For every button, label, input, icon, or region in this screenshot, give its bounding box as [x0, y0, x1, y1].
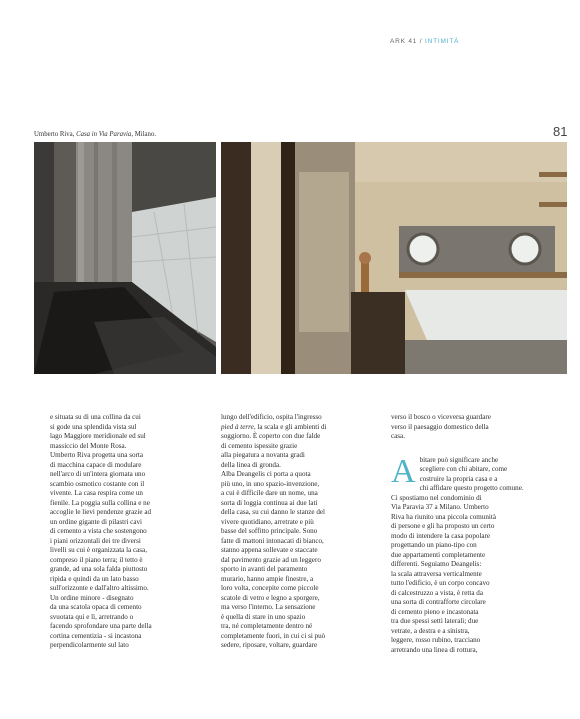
caption-work-title: Casa in Via Paravia: [76, 131, 132, 138]
column-2-text-a: lungo dell'edificio, ospita l'ingresso: [221, 413, 322, 421]
column-2-text: [221, 413, 381, 651]
column-1-text: e situata su di una collina da cui si gode una splendida vista sul lago Maggiore meridionale ed sul massiccio del Monte Rosa. Umberto Riva progetta una sorta di macchina capace di modulare nell'arco di un'intera giornata uno scambio osmotico costante con il vivente. La casa respira come un fienile. La poggia sulla collina e ne accoglie le lievi pendenze grazie ad un ordine gigante di pilastri cavi di cemento a vista che sostengono i piani orizzontali dei tre diversi livelli su cui è organizzata la casa, compreso il piano terra; il tetto è grande, ad una sola falda piuttosto ripida e quindi da un lato basso sull'orizzonte e dall'altro altissimo. Un ordine minore - disegnato da una scatola opaca di cemento svuotata qui e lì, arretrando o facendo sprofondare una parte della cortina cementizia - si incastona perpendicolarmente sul lato: [50, 413, 152, 649]
caption-place: , Milano.: [131, 131, 157, 138]
text-column-2: [221, 413, 381, 651]
photo-interior-room-drawing: [221, 142, 567, 374]
header-separator: /: [417, 38, 426, 45]
running-header: [390, 38, 459, 45]
magazine-name: ARK 41: [390, 38, 418, 45]
page-number: 81: [553, 124, 568, 139]
caption-author: Umberto Riva,: [34, 131, 75, 138]
text-column-3: [391, 413, 551, 655]
new-paragraph: [391, 452, 551, 656]
column-2-text-b: , la scala e gli ambienti di soggiorno. È coperto con due falde di cemento ispessite grazie alla piegatura a novanta gradi della linea di gronda. Alba Deangelis ci porta a quota più uno, in uno spazio-invenzione, a cui è difficile dare un nome, una sorta di loggia continua ai due lati della casa, su cui danno le stanze del vivere quotidiano, arretrate e più basse del soffitto principale. Sono fatte di mattoni intonacati di bianco, stanno appena sollevate e staccate dal pavimento grazie ad un leggero sporto in avanti del paramento murario, hanno ampie finestre, a loro volta, concepite come piccole scatole di vetro e legno a sporgere, ma verso l'interno. La sensazione è quella di stare in uno spazio tra, né completamente dentro né completamente fuori, in cui ci si può sedere, riposare, voltare, guardare: [221, 422, 327, 649]
text-column-1: [50, 413, 210, 651]
column-3-body-text: bitare può significare anche scegliere con chi abitare, come costruire la propria casa e a chi affidare questo progetto comune. Ci spostiamo nel condominio di Via Paravia 37 a Milano. Umberto Riva ha riunito una piccola comunità di persone e gli ha proposto un certo modo di intendere la casa popolare progettando un piano-tipo con due appartamenti completamente differenti. Seguiamo Deangelis: la scala attraversa verticalmente tutto l'edificio, è un corpo concavo di calcestruzzo a vista, è retta da una sorta di contrafforte circolare di cemento pieno e incastonata tra due spessi setti laterali; due vetrate, a destra e a sinistra, leggere, rosso rubino, tracciano arretrando una linea di rottura,: [391, 455, 524, 654]
photo-caption: [34, 131, 156, 138]
photo-interior-room: [221, 142, 567, 374]
photo-concrete-pillar: [34, 142, 216, 374]
column-2-italic: pied à terre: [221, 422, 254, 431]
drop-cap: A: [391, 452, 416, 490]
photo-concrete-pillar-drawing: [34, 142, 216, 374]
section-name: INTIMITÀ: [425, 38, 460, 45]
column-3-top-text: verso il bosco o viceversa guardare verso il paesaggio domestico della casa.: [391, 413, 491, 440]
